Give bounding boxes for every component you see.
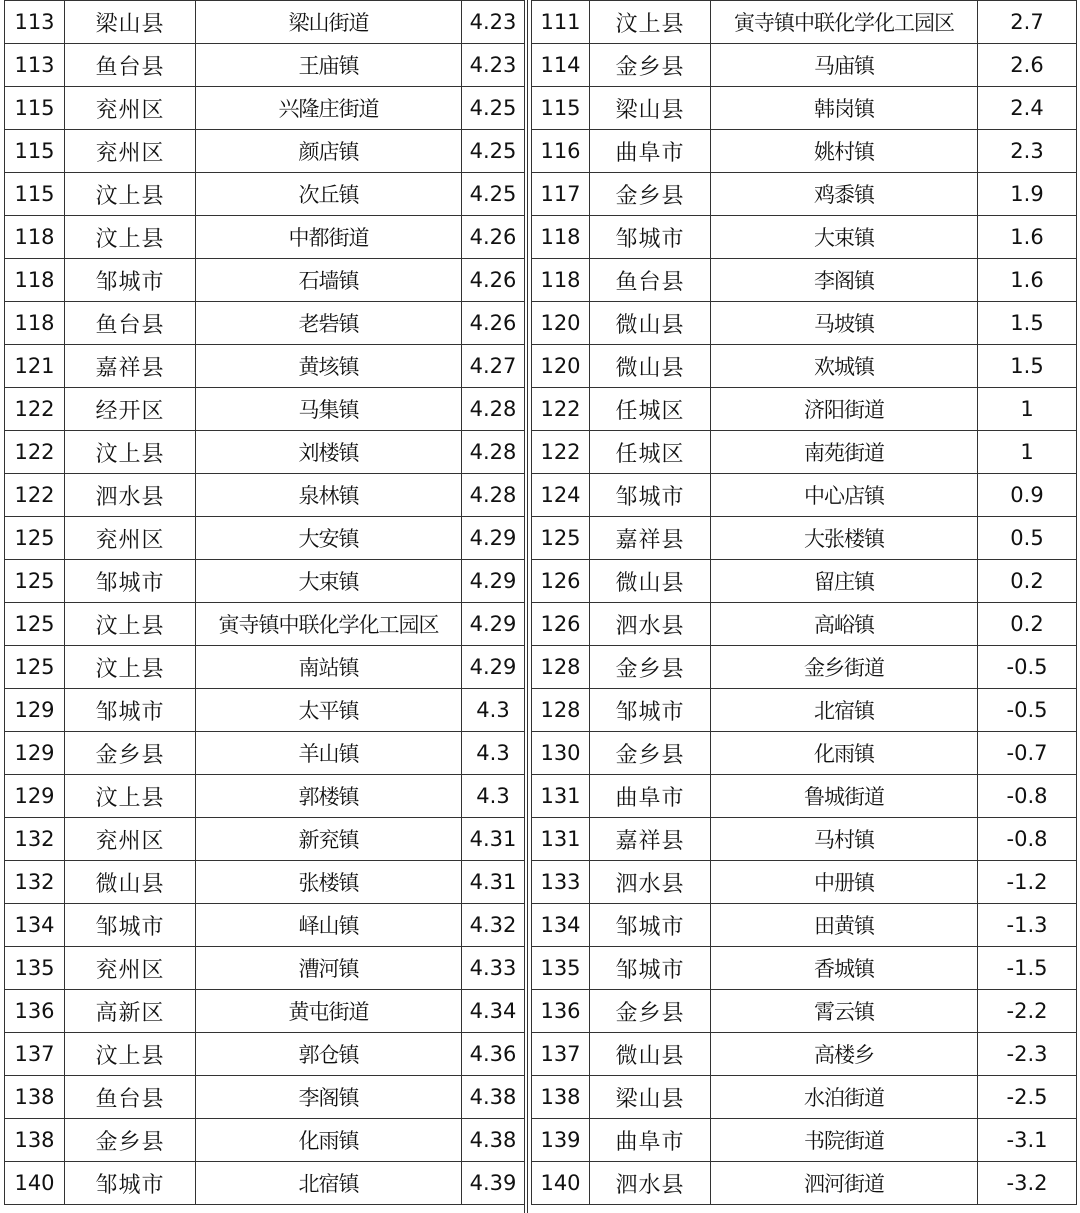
county-cell: 金乡县 xyxy=(590,44,711,87)
rank-cell: 135 xyxy=(5,947,65,990)
value-cell: 4.29 xyxy=(462,517,525,560)
value-cell: -1.2 xyxy=(978,861,1077,904)
value-cell: 1.9 xyxy=(978,173,1077,216)
county-cell: 曲阜市 xyxy=(590,775,711,818)
county-cell: 任城区 xyxy=(590,431,711,474)
county-cell: 泗水县 xyxy=(590,861,711,904)
county-cell: 曲阜市 xyxy=(590,1119,711,1162)
county-cell: 邹城市 xyxy=(65,560,196,603)
table-row xyxy=(532,904,1077,947)
table-row xyxy=(532,1076,1077,1119)
county-cell: 汶上县 xyxy=(65,1033,196,1076)
table-row xyxy=(532,87,1077,130)
county-cell: 微山县 xyxy=(590,560,711,603)
rank-cell: 139 xyxy=(532,1119,590,1162)
rank-cell: 114 xyxy=(532,44,590,87)
county-cell: 嘉祥县 xyxy=(590,517,711,560)
value-cell: -2.2 xyxy=(978,990,1077,1033)
table-row xyxy=(5,474,525,517)
value-cell: 4.39 xyxy=(462,1162,525,1205)
value-cell: 4.28 xyxy=(462,431,525,474)
town-cell: 王庙镇 xyxy=(196,44,462,87)
county-cell: 汶上县 xyxy=(65,775,196,818)
county-cell: 金乡县 xyxy=(590,173,711,216)
county-cell: 邹城市 xyxy=(65,259,196,302)
table-row xyxy=(5,216,525,259)
rank-cell: 128 xyxy=(532,646,590,689)
table-row xyxy=(532,1162,1077,1205)
rank-cell: 138 xyxy=(5,1076,65,1119)
table-row xyxy=(5,1076,525,1119)
rank-cell: 140 xyxy=(532,1162,590,1205)
town-cell: 峄山镇 xyxy=(196,904,462,947)
town-cell: 书院街道 xyxy=(711,1119,978,1162)
county-cell: 梁山县 xyxy=(590,87,711,130)
county-cell: 兖州区 xyxy=(65,517,196,560)
value-cell: -0.7 xyxy=(978,732,1077,775)
rank-cell: 129 xyxy=(5,689,65,732)
table-row xyxy=(532,173,1077,216)
town-cell: 化雨镇 xyxy=(196,1119,462,1162)
county-cell: 泗水县 xyxy=(590,1162,711,1205)
county-cell: 鱼台县 xyxy=(65,1076,196,1119)
town-cell: 羊山镇 xyxy=(196,732,462,775)
value-cell: 4.25 xyxy=(462,87,525,130)
rank-cell: 125 xyxy=(5,560,65,603)
rank-cell: 125 xyxy=(5,603,65,646)
table-row xyxy=(532,732,1077,775)
value-cell: 1.5 xyxy=(978,302,1077,345)
town-cell: 化雨镇 xyxy=(711,732,978,775)
table-row xyxy=(5,947,525,990)
rank-cell: 115 xyxy=(5,87,65,130)
county-cell: 微山县 xyxy=(590,302,711,345)
table-row xyxy=(5,646,525,689)
county-cell: 金乡县 xyxy=(65,1119,196,1162)
table-row xyxy=(5,861,525,904)
town-cell: 太平镇 xyxy=(196,689,462,732)
town-cell: 田黄镇 xyxy=(711,904,978,947)
table-row xyxy=(532,947,1077,990)
rank-cell: 116 xyxy=(532,130,590,173)
county-cell: 兖州区 xyxy=(65,130,196,173)
county-cell: 汶上县 xyxy=(65,646,196,689)
county-cell: 鱼台县 xyxy=(65,44,196,87)
rank-cell: 129 xyxy=(5,775,65,818)
rank-cell: 121 xyxy=(5,345,65,388)
value-cell: 2.7 xyxy=(978,1,1077,44)
value-cell: 4.31 xyxy=(462,861,525,904)
value-cell: -3.2 xyxy=(978,1162,1077,1205)
value-cell: -0.5 xyxy=(978,689,1077,732)
county-cell: 微山县 xyxy=(590,345,711,388)
table-row xyxy=(5,173,525,216)
table-row xyxy=(532,517,1077,560)
value-cell: 1 xyxy=(978,388,1077,431)
table-row xyxy=(532,302,1077,345)
value-cell: 4.25 xyxy=(462,130,525,173)
rank-cell: 137 xyxy=(532,1033,590,1076)
town-cell: 大安镇 xyxy=(196,517,462,560)
rank-cell: 115 xyxy=(532,87,590,130)
value-cell: 4.23 xyxy=(462,1,525,44)
town-cell: 泉林镇 xyxy=(196,474,462,517)
town-cell: 北宿镇 xyxy=(711,689,978,732)
table-row xyxy=(5,904,525,947)
county-cell: 汶上县 xyxy=(65,173,196,216)
town-cell: 北宿镇 xyxy=(196,1162,462,1205)
value-cell: 4.23 xyxy=(462,44,525,87)
town-cell: 兴隆庄街道 xyxy=(196,87,462,130)
right-ranking-table xyxy=(531,0,1077,1205)
rank-cell: 122 xyxy=(532,431,590,474)
rank-cell: 135 xyxy=(532,947,590,990)
town-cell: 寅寺镇中联化学化工园区 xyxy=(711,1,978,44)
town-cell: 济阳街道 xyxy=(711,388,978,431)
town-cell: 李阁镇 xyxy=(196,1076,462,1119)
table-row xyxy=(532,1119,1077,1162)
town-cell: 欢城镇 xyxy=(711,345,978,388)
county-cell: 经开区 xyxy=(65,388,196,431)
county-cell: 金乡县 xyxy=(590,990,711,1033)
rank-cell: 132 xyxy=(5,861,65,904)
county-cell: 梁山县 xyxy=(590,1076,711,1119)
value-cell: 4.3 xyxy=(462,689,525,732)
town-cell: 中心店镇 xyxy=(711,474,978,517)
county-cell: 邹城市 xyxy=(590,216,711,259)
county-cell: 汶上县 xyxy=(65,216,196,259)
town-cell: 次丘镇 xyxy=(196,173,462,216)
value-cell: -2.3 xyxy=(978,1033,1077,1076)
rank-cell: 124 xyxy=(532,474,590,517)
table-row xyxy=(5,517,525,560)
county-cell: 鱼台县 xyxy=(65,302,196,345)
town-cell: 刘楼镇 xyxy=(196,431,462,474)
rank-cell: 117 xyxy=(532,173,590,216)
value-cell: 0.9 xyxy=(978,474,1077,517)
town-cell: 南苑街道 xyxy=(711,431,978,474)
rank-cell: 140 xyxy=(5,1162,65,1205)
value-cell: -0.8 xyxy=(978,775,1077,818)
rank-cell: 132 xyxy=(5,818,65,861)
value-cell: -2.5 xyxy=(978,1076,1077,1119)
county-cell: 梁山县 xyxy=(65,1,196,44)
town-cell: 马庙镇 xyxy=(711,44,978,87)
county-cell: 泗水县 xyxy=(65,474,196,517)
rank-cell: 126 xyxy=(532,603,590,646)
town-cell: 高楼乡 xyxy=(711,1033,978,1076)
county-cell: 泗水县 xyxy=(590,603,711,646)
table-row xyxy=(5,1119,525,1162)
rank-cell: 118 xyxy=(532,259,590,302)
value-cell: 4.32 xyxy=(462,904,525,947)
county-cell: 兖州区 xyxy=(65,947,196,990)
town-cell: 马坡镇 xyxy=(711,302,978,345)
rank-cell: 113 xyxy=(5,44,65,87)
value-cell: 0.5 xyxy=(978,517,1077,560)
rank-cell: 133 xyxy=(532,861,590,904)
town-cell: 梁山街道 xyxy=(196,1,462,44)
table-row xyxy=(5,775,525,818)
county-cell: 邹城市 xyxy=(65,904,196,947)
table-row xyxy=(5,388,525,431)
town-cell: 新兖镇 xyxy=(196,818,462,861)
town-cell: 郭仓镇 xyxy=(196,1033,462,1076)
value-cell: 0.2 xyxy=(978,603,1077,646)
table-row xyxy=(532,818,1077,861)
value-cell: 4.36 xyxy=(462,1033,525,1076)
value-cell: 4.38 xyxy=(462,1119,525,1162)
town-cell: 大张楼镇 xyxy=(711,517,978,560)
county-cell: 金乡县 xyxy=(65,732,196,775)
town-cell: 郭楼镇 xyxy=(196,775,462,818)
town-cell: 霄云镇 xyxy=(711,990,978,1033)
table-row xyxy=(532,603,1077,646)
table-row xyxy=(532,345,1077,388)
town-cell: 黄垓镇 xyxy=(196,345,462,388)
rank-cell: 118 xyxy=(5,259,65,302)
town-cell: 南站镇 xyxy=(196,646,462,689)
table-row xyxy=(532,689,1077,732)
rank-cell: 120 xyxy=(532,302,590,345)
value-cell: 4.34 xyxy=(462,990,525,1033)
left-ranking-table xyxy=(4,0,525,1205)
value-cell: 2.4 xyxy=(978,87,1077,130)
value-cell: 1.6 xyxy=(978,216,1077,259)
value-cell: 4.3 xyxy=(462,732,525,775)
value-cell: 1.6 xyxy=(978,259,1077,302)
town-cell: 韩岗镇 xyxy=(711,87,978,130)
table-row xyxy=(5,302,525,345)
county-cell: 鱼台县 xyxy=(590,259,711,302)
table-row xyxy=(5,732,525,775)
table-row xyxy=(532,259,1077,302)
rank-cell: 130 xyxy=(532,732,590,775)
rank-cell: 118 xyxy=(5,216,65,259)
table-row xyxy=(5,1162,525,1205)
rank-cell: 118 xyxy=(5,302,65,345)
town-cell: 高峪镇 xyxy=(711,603,978,646)
county-cell: 兖州区 xyxy=(65,818,196,861)
county-cell: 兖州区 xyxy=(65,87,196,130)
county-cell: 嘉祥县 xyxy=(65,345,196,388)
table-row xyxy=(5,603,525,646)
value-cell: -3.1 xyxy=(978,1119,1077,1162)
town-cell: 张楼镇 xyxy=(196,861,462,904)
table-divider xyxy=(524,0,528,1213)
value-cell: -1.3 xyxy=(978,904,1077,947)
town-cell: 香城镇 xyxy=(711,947,978,990)
town-cell: 寅寺镇中联化学化工园区 xyxy=(196,603,462,646)
town-cell: 黄屯街道 xyxy=(196,990,462,1033)
town-cell: 马集镇 xyxy=(196,388,462,431)
town-cell: 鸡黍镇 xyxy=(711,173,978,216)
value-cell: 4.28 xyxy=(462,388,525,431)
table-row xyxy=(532,44,1077,87)
rank-cell: 122 xyxy=(5,474,65,517)
rank-cell: 125 xyxy=(5,646,65,689)
rank-cell: 111 xyxy=(532,1,590,44)
table-row xyxy=(5,87,525,130)
rank-cell: 122 xyxy=(532,388,590,431)
county-cell: 微山县 xyxy=(65,861,196,904)
table-row xyxy=(532,130,1077,173)
value-cell: 4.38 xyxy=(462,1076,525,1119)
town-cell: 鲁城街道 xyxy=(711,775,978,818)
table-row xyxy=(5,560,525,603)
table-row xyxy=(532,775,1077,818)
value-cell: 4.26 xyxy=(462,216,525,259)
town-cell: 大束镇 xyxy=(196,560,462,603)
rank-cell: 136 xyxy=(532,990,590,1033)
county-cell: 邹城市 xyxy=(590,689,711,732)
town-cell: 漕河镇 xyxy=(196,947,462,990)
table-row xyxy=(5,345,525,388)
county-cell: 金乡县 xyxy=(590,732,711,775)
value-cell: 4.31 xyxy=(462,818,525,861)
table-row xyxy=(532,990,1077,1033)
county-cell: 曲阜市 xyxy=(590,130,711,173)
table-row xyxy=(532,388,1077,431)
value-cell: -1.5 xyxy=(978,947,1077,990)
rank-cell: 134 xyxy=(5,904,65,947)
county-cell: 金乡县 xyxy=(590,646,711,689)
rank-cell: 128 xyxy=(532,689,590,732)
table-row xyxy=(5,1,525,44)
table-row xyxy=(5,689,525,732)
value-cell: 4.26 xyxy=(462,259,525,302)
town-cell: 大束镇 xyxy=(711,216,978,259)
rank-cell: 125 xyxy=(532,517,590,560)
rank-cell: 120 xyxy=(532,345,590,388)
value-cell: -0.8 xyxy=(978,818,1077,861)
value-cell: 4.29 xyxy=(462,646,525,689)
town-cell: 姚村镇 xyxy=(711,130,978,173)
table-row xyxy=(5,130,525,173)
table-row xyxy=(5,44,525,87)
rank-cell: 134 xyxy=(532,904,590,947)
rank-cell: 122 xyxy=(5,431,65,474)
table-row xyxy=(532,431,1077,474)
table-row xyxy=(532,216,1077,259)
county-cell: 邹城市 xyxy=(65,1162,196,1205)
table-row xyxy=(532,646,1077,689)
county-cell: 汶上县 xyxy=(65,603,196,646)
town-cell: 中都街道 xyxy=(196,216,462,259)
town-cell: 留庄镇 xyxy=(711,560,978,603)
value-cell: -0.5 xyxy=(978,646,1077,689)
town-cell: 中册镇 xyxy=(711,861,978,904)
town-cell: 石墙镇 xyxy=(196,259,462,302)
value-cell: 0.2 xyxy=(978,560,1077,603)
rank-cell: 131 xyxy=(532,818,590,861)
county-cell: 微山县 xyxy=(590,1033,711,1076)
value-cell: 4.25 xyxy=(462,173,525,216)
rank-cell: 138 xyxy=(5,1119,65,1162)
rank-cell: 125 xyxy=(5,517,65,560)
rank-cell: 126 xyxy=(532,560,590,603)
rank-cell: 129 xyxy=(5,732,65,775)
county-cell: 邹城市 xyxy=(65,689,196,732)
table-row xyxy=(5,259,525,302)
table-row xyxy=(532,1,1077,44)
value-cell: 4.33 xyxy=(462,947,525,990)
county-cell: 汶上县 xyxy=(65,431,196,474)
town-cell: 马村镇 xyxy=(711,818,978,861)
rank-cell: 118 xyxy=(532,216,590,259)
rank-cell: 113 xyxy=(5,1,65,44)
table-row xyxy=(5,431,525,474)
value-cell: 4.29 xyxy=(462,603,525,646)
rank-cell: 122 xyxy=(5,388,65,431)
town-cell: 泗河街道 xyxy=(711,1162,978,1205)
county-cell: 任城区 xyxy=(590,388,711,431)
value-cell: 4.26 xyxy=(462,302,525,345)
county-cell: 嘉祥县 xyxy=(590,818,711,861)
table-row xyxy=(5,818,525,861)
value-cell: 1 xyxy=(978,431,1077,474)
value-cell: 1.5 xyxy=(978,345,1077,388)
county-cell: 邹城市 xyxy=(590,947,711,990)
rank-cell: 115 xyxy=(5,130,65,173)
county-cell: 高新区 xyxy=(65,990,196,1033)
value-cell: 4.27 xyxy=(462,345,525,388)
value-cell: 2.3 xyxy=(978,130,1077,173)
rank-cell: 136 xyxy=(5,990,65,1033)
rank-cell: 137 xyxy=(5,1033,65,1076)
value-cell: 4.3 xyxy=(462,775,525,818)
rank-cell: 131 xyxy=(532,775,590,818)
town-cell: 金乡街道 xyxy=(711,646,978,689)
rank-cell: 138 xyxy=(532,1076,590,1119)
town-cell: 颜店镇 xyxy=(196,130,462,173)
value-cell: 4.28 xyxy=(462,474,525,517)
town-cell: 老砦镇 xyxy=(196,302,462,345)
town-cell: 李阁镇 xyxy=(711,259,978,302)
county-cell: 邹城市 xyxy=(590,474,711,517)
table-row xyxy=(532,1033,1077,1076)
table-row xyxy=(532,474,1077,517)
table-row xyxy=(532,861,1077,904)
value-cell: 4.29 xyxy=(462,560,525,603)
table-row xyxy=(5,1033,525,1076)
county-cell: 邹城市 xyxy=(590,904,711,947)
rank-cell: 115 xyxy=(5,173,65,216)
county-cell: 汶上县 xyxy=(590,1,711,44)
table-row xyxy=(5,990,525,1033)
value-cell: 2.6 xyxy=(978,44,1077,87)
town-cell: 水泊街道 xyxy=(711,1076,978,1119)
table-row xyxy=(532,560,1077,603)
